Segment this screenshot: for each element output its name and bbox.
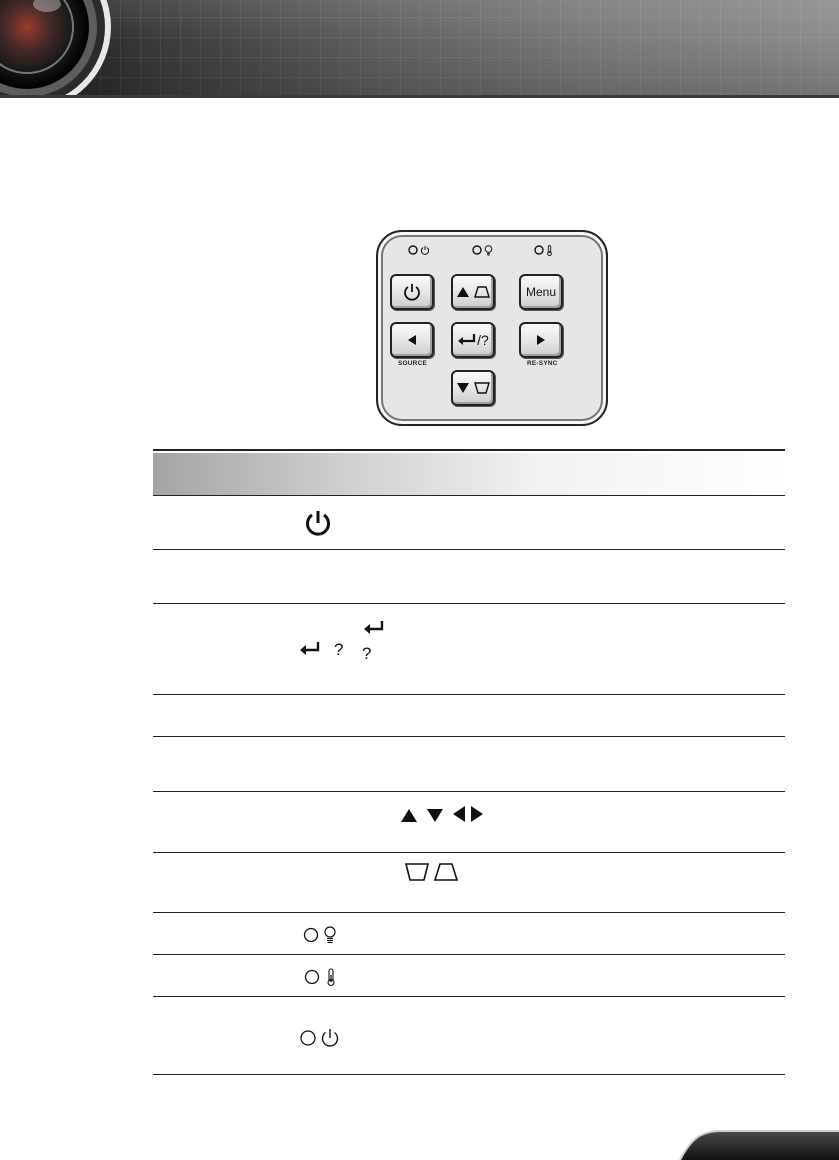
power-icon [402,282,422,302]
power-led-indicator [408,242,430,258]
right-arrow-icon [535,334,547,346]
enter-help-button[interactable] [451,322,495,358]
page-corner-tab [678,1129,839,1160]
thermometer-icon [328,969,334,986]
enter-icon [457,333,477,347]
control-panel-table [153,449,785,1075]
down-triangle-icon [427,809,443,822]
table-row-4 [153,694,785,736]
table-row-5 [153,736,785,791]
power-led-icons [299,1027,343,1049]
header-banner [0,0,839,98]
up-triangle-icon [401,809,417,822]
led-circle-icon [534,245,544,255]
down-keystone-button[interactable] [451,370,495,406]
down-keystone-icon [456,381,490,395]
control-panel-keypad [376,230,608,426]
table-row-temp-led [153,954,785,996]
menu-button-label: Menu [525,285,557,299]
left-arrow-icon [406,334,418,346]
led-circle-icon [472,245,482,255]
table-row-keystone [153,852,785,912]
menu-button[interactable] [519,274,563,310]
enter-icon [363,620,385,636]
direction-keys-icons [399,804,499,824]
right-resync-button[interactable] [519,322,563,358]
table-row-directions [153,791,785,852]
keystone-icons [404,862,460,882]
temp-led-indicator [534,242,553,258]
up-keystone-button[interactable] [451,274,495,310]
source-label: SOURCE [398,360,428,367]
help-icon: ? [362,644,372,663]
led-circle-icon [306,971,319,984]
right-triangle-icon [471,806,483,822]
table-row-lamp-led [153,912,785,954]
up-keystone-icon [456,285,490,299]
table-row-power-led [153,996,785,1075]
led-circle-icon [305,929,318,942]
help-icon: ? [334,640,344,659]
keystone-bottom-wide-icon [435,864,457,880]
table-row-power [153,495,785,549]
power-icon [323,1029,338,1046]
power-icon [420,245,430,255]
lamp-led-icons [303,926,343,944]
table-header [153,453,785,495]
led-circle-icon [408,245,418,255]
table-row-enter-help [153,603,785,694]
banner-rule [0,95,839,98]
lamp-icon [484,245,493,256]
banner-shine [0,0,839,98]
lamp-icon [325,927,335,943]
resync-label: RE-SYNC [527,360,558,367]
enter-icon [299,641,321,657]
power-icon [303,508,333,538]
thermometer-icon [546,245,553,256]
lamp-led-indicator [472,242,493,258]
keystone-top-wide-icon [406,864,428,880]
temp-led-icons [303,967,343,987]
power-button[interactable] [390,274,434,310]
table-row-2 [153,549,785,603]
left-triangle-icon [453,806,465,822]
led-circle-icon [301,1031,315,1045]
help-suffix: /? [477,332,489,348]
lens-icon [0,0,112,98]
table-top-rule [153,449,785,451]
left-source-button[interactable] [390,322,434,358]
